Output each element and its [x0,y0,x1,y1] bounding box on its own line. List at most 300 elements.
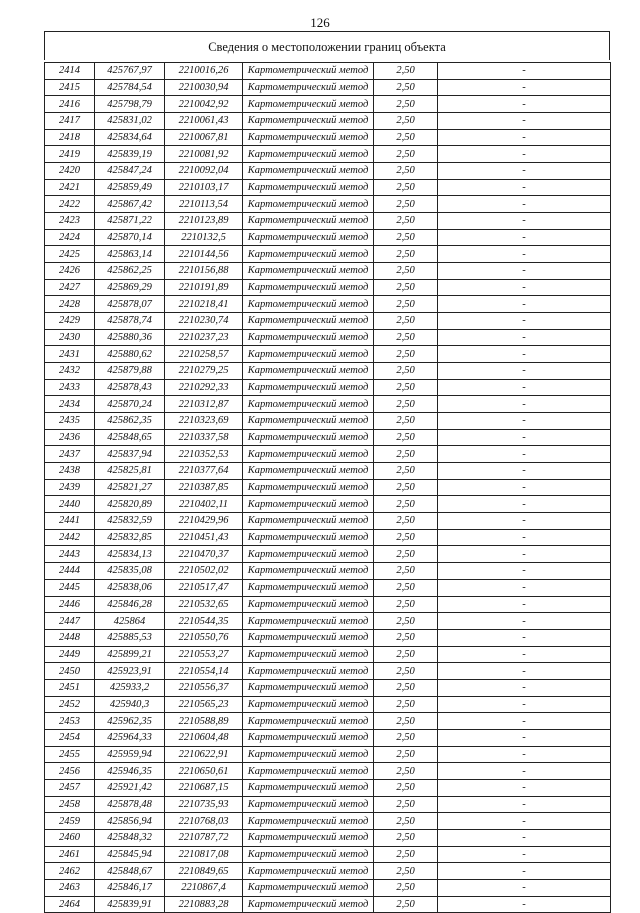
y-coordinate-cell: 2210377,64 [165,463,243,480]
table-row [45,513,611,530]
accuracy-cell: 2,50 [374,879,438,896]
method-cell: Картометрический метод [243,763,374,780]
y-coordinate-cell: 2210622,91 [165,746,243,763]
table-row [45,79,611,96]
x-coordinate-cell: 425856,94 [95,813,165,830]
method-cell: Картометрический метод [243,179,374,196]
accuracy-cell: 2,50 [374,163,438,180]
description-cell: - [438,513,611,530]
y-coordinate-cell: 2210113,54 [165,196,243,213]
point-number-cell: 2421 [45,179,95,196]
method-cell: Картометрический метод [243,463,374,480]
accuracy-cell: 2,50 [374,346,438,363]
x-coordinate-cell: 425869,29 [95,279,165,296]
x-coordinate-cell: 425846,28 [95,596,165,613]
description-cell: - [438,429,611,446]
y-coordinate-cell: 2210867,4 [165,879,243,896]
accuracy-cell: 2,50 [374,796,438,813]
accuracy-cell: 2,50 [374,279,438,296]
y-coordinate-cell: 2210067,81 [165,129,243,146]
method-cell: Картометрический метод [243,646,374,663]
point-number-cell: 2418 [45,129,95,146]
description-cell: - [438,446,611,463]
x-coordinate-cell: 425863,14 [95,246,165,263]
description-cell: - [438,113,611,130]
table-row [45,429,611,446]
description-cell: - [438,263,611,280]
point-number-cell: 2453 [45,713,95,730]
accuracy-cell: 2,50 [374,629,438,646]
table-row [45,779,611,796]
x-coordinate-cell: 425847,24 [95,163,165,180]
x-coordinate-cell: 425946,35 [95,763,165,780]
table-row [45,363,611,380]
table-row [45,329,611,346]
point-number-cell: 2429 [45,313,95,330]
point-number-cell: 2462 [45,863,95,880]
description-cell: - [438,846,611,863]
method-cell: Картометрический метод [243,296,374,313]
x-coordinate-cell: 425870,24 [95,396,165,413]
point-number-cell: 2460 [45,829,95,846]
method-cell: Картометрический метод [243,813,374,830]
y-coordinate-cell: 2210588,89 [165,713,243,730]
point-number-cell: 2439 [45,479,95,496]
method-cell: Картометрический метод [243,163,374,180]
accuracy-cell: 2,50 [374,746,438,763]
description-cell: - [438,63,611,80]
y-coordinate-cell: 2210883,28 [165,896,243,913]
description-cell: - [438,663,611,680]
method-cell: Картометрический метод [243,846,374,863]
accuracy-cell: 2,50 [374,829,438,846]
point-number-cell: 2456 [45,763,95,780]
description-cell: - [438,863,611,880]
method-cell: Картометрический метод [243,429,374,446]
point-number-cell: 2441 [45,513,95,530]
point-number-cell: 2440 [45,496,95,513]
accuracy-cell: 2,50 [374,546,438,563]
accuracy-cell: 2,50 [374,263,438,280]
x-coordinate-cell: 425870,14 [95,229,165,246]
accuracy-cell: 2,50 [374,96,438,113]
point-number-cell: 2447 [45,613,95,630]
x-coordinate-cell: 425862,25 [95,263,165,280]
method-cell: Картометрический метод [243,629,374,646]
x-coordinate-cell: 425784,54 [95,79,165,96]
point-number-cell: 2415 [45,79,95,96]
x-coordinate-cell: 425940,3 [95,696,165,713]
point-number-cell: 2419 [45,146,95,163]
method-cell: Картометрический метод [243,863,374,880]
y-coordinate-cell: 2210103,17 [165,179,243,196]
y-coordinate-cell: 2210191,89 [165,279,243,296]
y-coordinate-cell: 2210787,72 [165,829,243,846]
method-cell: Картометрический метод [243,213,374,230]
description-cell: - [438,379,611,396]
table-row [45,496,611,513]
x-coordinate-cell: 425879,88 [95,363,165,380]
description-cell: - [438,813,611,830]
y-coordinate-cell: 2210502,02 [165,563,243,580]
accuracy-cell: 2,50 [374,229,438,246]
table-row [45,696,611,713]
table-row [45,629,611,646]
method-cell: Картометрический метод [243,746,374,763]
table-row [45,579,611,596]
accuracy-cell: 2,50 [374,213,438,230]
accuracy-cell: 2,50 [374,79,438,96]
point-number-cell: 2432 [45,363,95,380]
x-coordinate-cell: 425864 [95,613,165,630]
method-cell: Картометрический метод [243,696,374,713]
x-coordinate-cell: 425839,19 [95,146,165,163]
accuracy-cell: 2,50 [374,763,438,780]
description-cell: - [438,563,611,580]
description-cell: - [438,463,611,480]
method-cell: Картометрический метод [243,579,374,596]
y-coordinate-cell: 2210544,35 [165,613,243,630]
y-coordinate-cell: 2210565,23 [165,696,243,713]
method-cell: Картометрический метод [243,679,374,696]
description-cell: - [438,329,611,346]
y-coordinate-cell: 2210292,33 [165,379,243,396]
method-cell: Картометрический метод [243,229,374,246]
x-coordinate-cell: 425832,85 [95,529,165,546]
table-row [45,296,611,313]
table-row [45,413,611,430]
accuracy-cell: 2,50 [374,513,438,530]
description-cell: - [438,613,611,630]
accuracy-cell: 2,50 [374,846,438,863]
table-row [45,846,611,863]
accuracy-cell: 2,50 [374,579,438,596]
table-row [45,763,611,780]
point-number-cell: 2430 [45,329,95,346]
y-coordinate-cell: 2210258,57 [165,346,243,363]
description-cell: - [438,179,611,196]
y-coordinate-cell: 2210687,15 [165,779,243,796]
table-row [45,96,611,113]
description-cell: - [438,529,611,546]
description-cell: - [438,496,611,513]
method-cell: Картометрический метод [243,129,374,146]
point-number-cell: 2437 [45,446,95,463]
x-coordinate-cell: 425838,06 [95,579,165,596]
description-cell: - [438,746,611,763]
description-cell: - [438,629,611,646]
point-number-cell: 2444 [45,563,95,580]
point-number-cell: 2443 [45,546,95,563]
point-number-cell: 2431 [45,346,95,363]
method-cell: Картометрический метод [243,113,374,130]
x-coordinate-cell: 425862,35 [95,413,165,430]
method-cell: Картометрический метод [243,313,374,330]
point-number-cell: 2461 [45,846,95,863]
method-cell: Картометрический метод [243,513,374,530]
description-cell: - [438,96,611,113]
x-coordinate-cell: 425933,2 [95,679,165,696]
method-cell: Картометрический метод [243,563,374,580]
accuracy-cell: 2,50 [374,429,438,446]
description-cell: - [438,546,611,563]
description-cell: - [438,146,611,163]
method-cell: Картометрический метод [243,896,374,913]
method-cell: Картометрический метод [243,79,374,96]
description-cell: - [438,596,611,613]
method-cell: Картометрический метод [243,246,374,263]
x-coordinate-cell: 425832,59 [95,513,165,530]
method-cell: Картометрический метод [243,546,374,563]
table-row [45,129,611,146]
method-cell: Картометрический метод [243,363,374,380]
y-coordinate-cell: 2210517,47 [165,579,243,596]
description-cell: - [438,79,611,96]
description-cell: - [438,396,611,413]
accuracy-cell: 2,50 [374,396,438,413]
description-cell: - [438,763,611,780]
description-cell: - [438,879,611,896]
y-coordinate-cell: 2210451,43 [165,529,243,546]
description-cell: - [438,679,611,696]
accuracy-cell: 2,50 [374,363,438,380]
table-row [45,229,611,246]
accuracy-cell: 2,50 [374,729,438,746]
x-coordinate-cell: 425835,08 [95,563,165,580]
description-cell: - [438,713,611,730]
method-cell: Картометрический метод [243,96,374,113]
table-row [45,113,611,130]
table-row [45,263,611,280]
method-cell: Картометрический метод [243,263,374,280]
table-row [45,179,611,196]
method-cell: Картометрический метод [243,329,374,346]
x-coordinate-cell: 425880,62 [95,346,165,363]
point-number-cell: 2438 [45,463,95,480]
accuracy-cell: 2,50 [374,146,438,163]
point-number-cell: 2427 [45,279,95,296]
description-cell: - [438,796,611,813]
accuracy-cell: 2,50 [374,129,438,146]
point-number-cell: 2448 [45,629,95,646]
y-coordinate-cell: 2210123,89 [165,213,243,230]
table-row [45,896,611,913]
description-cell: - [438,729,611,746]
table-row [45,346,611,363]
x-coordinate-cell: 425831,02 [95,113,165,130]
accuracy-cell: 2,50 [374,446,438,463]
y-coordinate-cell: 2210768,03 [165,813,243,830]
accuracy-cell: 2,50 [374,679,438,696]
accuracy-cell: 2,50 [374,663,438,680]
x-coordinate-cell: 425962,35 [95,713,165,730]
accuracy-cell: 2,50 [374,496,438,513]
table-row [45,146,611,163]
description-cell: - [438,129,611,146]
y-coordinate-cell: 2210817,08 [165,846,243,863]
method-cell: Картометрический метод [243,279,374,296]
table-row [45,396,611,413]
accuracy-cell: 2,50 [374,596,438,613]
y-coordinate-cell: 2210429,96 [165,513,243,530]
x-coordinate-cell: 425867,42 [95,196,165,213]
y-coordinate-cell: 2210337,58 [165,429,243,446]
description-cell: - [438,829,611,846]
x-coordinate-cell: 425834,64 [95,129,165,146]
accuracy-cell: 2,50 [374,529,438,546]
point-number-cell: 2420 [45,163,95,180]
point-number-cell: 2434 [45,396,95,413]
table-row [45,246,611,263]
accuracy-cell: 2,50 [374,179,438,196]
y-coordinate-cell: 2210016,26 [165,63,243,80]
y-coordinate-cell: 2210144,56 [165,246,243,263]
point-number-cell: 2425 [45,246,95,263]
x-coordinate-cell: 425845,94 [95,846,165,863]
point-number-cell: 2422 [45,196,95,213]
y-coordinate-cell: 2210604,48 [165,729,243,746]
method-cell: Картометрический метод [243,346,374,363]
accuracy-cell: 2,50 [374,713,438,730]
y-coordinate-cell: 2210030,94 [165,79,243,96]
table-row [45,713,611,730]
x-coordinate-cell: 425878,43 [95,379,165,396]
table-row [45,463,611,480]
table-row [45,863,611,880]
page-number: 126 [310,15,330,30]
y-coordinate-cell: 2210081,92 [165,146,243,163]
y-coordinate-cell: 2210132,5 [165,229,243,246]
x-coordinate-cell: 425798,79 [95,96,165,113]
x-coordinate-cell: 425885,53 [95,629,165,646]
table-row [45,746,611,763]
point-number-cell: 2436 [45,429,95,446]
x-coordinate-cell: 425899,21 [95,646,165,663]
accuracy-cell: 2,50 [374,813,438,830]
x-coordinate-cell: 425871,22 [95,213,165,230]
point-number-cell: 2442 [45,529,95,546]
y-coordinate-cell: 2210554,14 [165,663,243,680]
table-row [45,313,611,330]
x-coordinate-cell: 425821,27 [95,479,165,496]
y-coordinate-cell: 2210553,27 [165,646,243,663]
point-number-cell: 2416 [45,96,95,113]
description-cell: - [438,579,611,596]
point-number-cell: 2433 [45,379,95,396]
method-cell: Картометрический метод [243,413,374,430]
y-coordinate-cell: 2210230,74 [165,313,243,330]
table-row [45,663,611,680]
y-coordinate-cell: 2210092,04 [165,163,243,180]
method-cell: Картометрический метод [243,729,374,746]
method-cell: Картометрический метод [243,63,374,80]
y-coordinate-cell: 2210387,85 [165,479,243,496]
table-row [45,529,611,546]
y-coordinate-cell: 2210849,65 [165,863,243,880]
table-row [45,163,611,180]
point-number-cell: 2451 [45,679,95,696]
table-row [45,613,611,630]
method-cell: Картометрический метод [243,196,374,213]
method-cell: Картометрический метод [243,796,374,813]
table-row [45,646,611,663]
y-coordinate-cell: 2210237,23 [165,329,243,346]
point-number-cell: 2445 [45,579,95,596]
method-cell: Картометрический метод [243,529,374,546]
table-row [45,563,611,580]
accuracy-cell: 2,50 [374,863,438,880]
point-number-cell: 2424 [45,229,95,246]
y-coordinate-cell: 2210312,87 [165,396,243,413]
x-coordinate-cell: 425859,49 [95,179,165,196]
description-cell: - [438,346,611,363]
x-coordinate-cell: 425820,89 [95,496,165,513]
coordinates-table [44,62,611,913]
description-cell: - [438,246,611,263]
table-row [45,546,611,563]
description-cell: - [438,229,611,246]
method-cell: Картометрический метод [243,713,374,730]
table-row [45,446,611,463]
point-number-cell: 2455 [45,746,95,763]
method-cell: Картометрический метод [243,379,374,396]
accuracy-cell: 2,50 [374,196,438,213]
y-coordinate-cell: 2210279,25 [165,363,243,380]
point-number-cell: 2414 [45,63,95,80]
point-number-cell: 2428 [45,296,95,313]
accuracy-cell: 2,50 [374,246,438,263]
x-coordinate-cell: 425848,67 [95,863,165,880]
description-cell: - [438,646,611,663]
table-row [45,213,611,230]
description-cell: - [438,163,611,180]
table-row [45,813,611,830]
table-row [45,279,611,296]
description-cell: - [438,896,611,913]
description-cell: - [438,196,611,213]
point-number-cell: 2463 [45,879,95,896]
x-coordinate-cell: 425839,91 [95,896,165,913]
method-cell: Картометрический метод [243,596,374,613]
method-cell: Картометрический метод [243,663,374,680]
method-cell: Картометрический метод [243,479,374,496]
accuracy-cell: 2,50 [374,329,438,346]
accuracy-cell: 2,50 [374,113,438,130]
description-cell: - [438,363,611,380]
x-coordinate-cell: 425825,81 [95,463,165,480]
point-number-cell: 2435 [45,413,95,430]
x-coordinate-cell: 425834,13 [95,546,165,563]
y-coordinate-cell: 2210550,76 [165,629,243,646]
description-cell: - [438,696,611,713]
x-coordinate-cell: 425848,65 [95,429,165,446]
description-cell: - [438,413,611,430]
table-row [45,796,611,813]
method-cell: Картометрический метод [243,779,374,796]
table-row [45,829,611,846]
point-number-cell: 2464 [45,896,95,913]
y-coordinate-cell: 2210061,43 [165,113,243,130]
accuracy-cell: 2,50 [374,413,438,430]
y-coordinate-cell: 2210402,11 [165,496,243,513]
accuracy-cell: 2,50 [374,696,438,713]
table-header-frame [44,31,610,60]
point-number-cell: 2457 [45,779,95,796]
accuracy-cell: 2,50 [374,463,438,480]
y-coordinate-cell: 2210735,93 [165,796,243,813]
y-coordinate-cell: 2210042,92 [165,96,243,113]
y-coordinate-cell: 2210556,37 [165,679,243,696]
